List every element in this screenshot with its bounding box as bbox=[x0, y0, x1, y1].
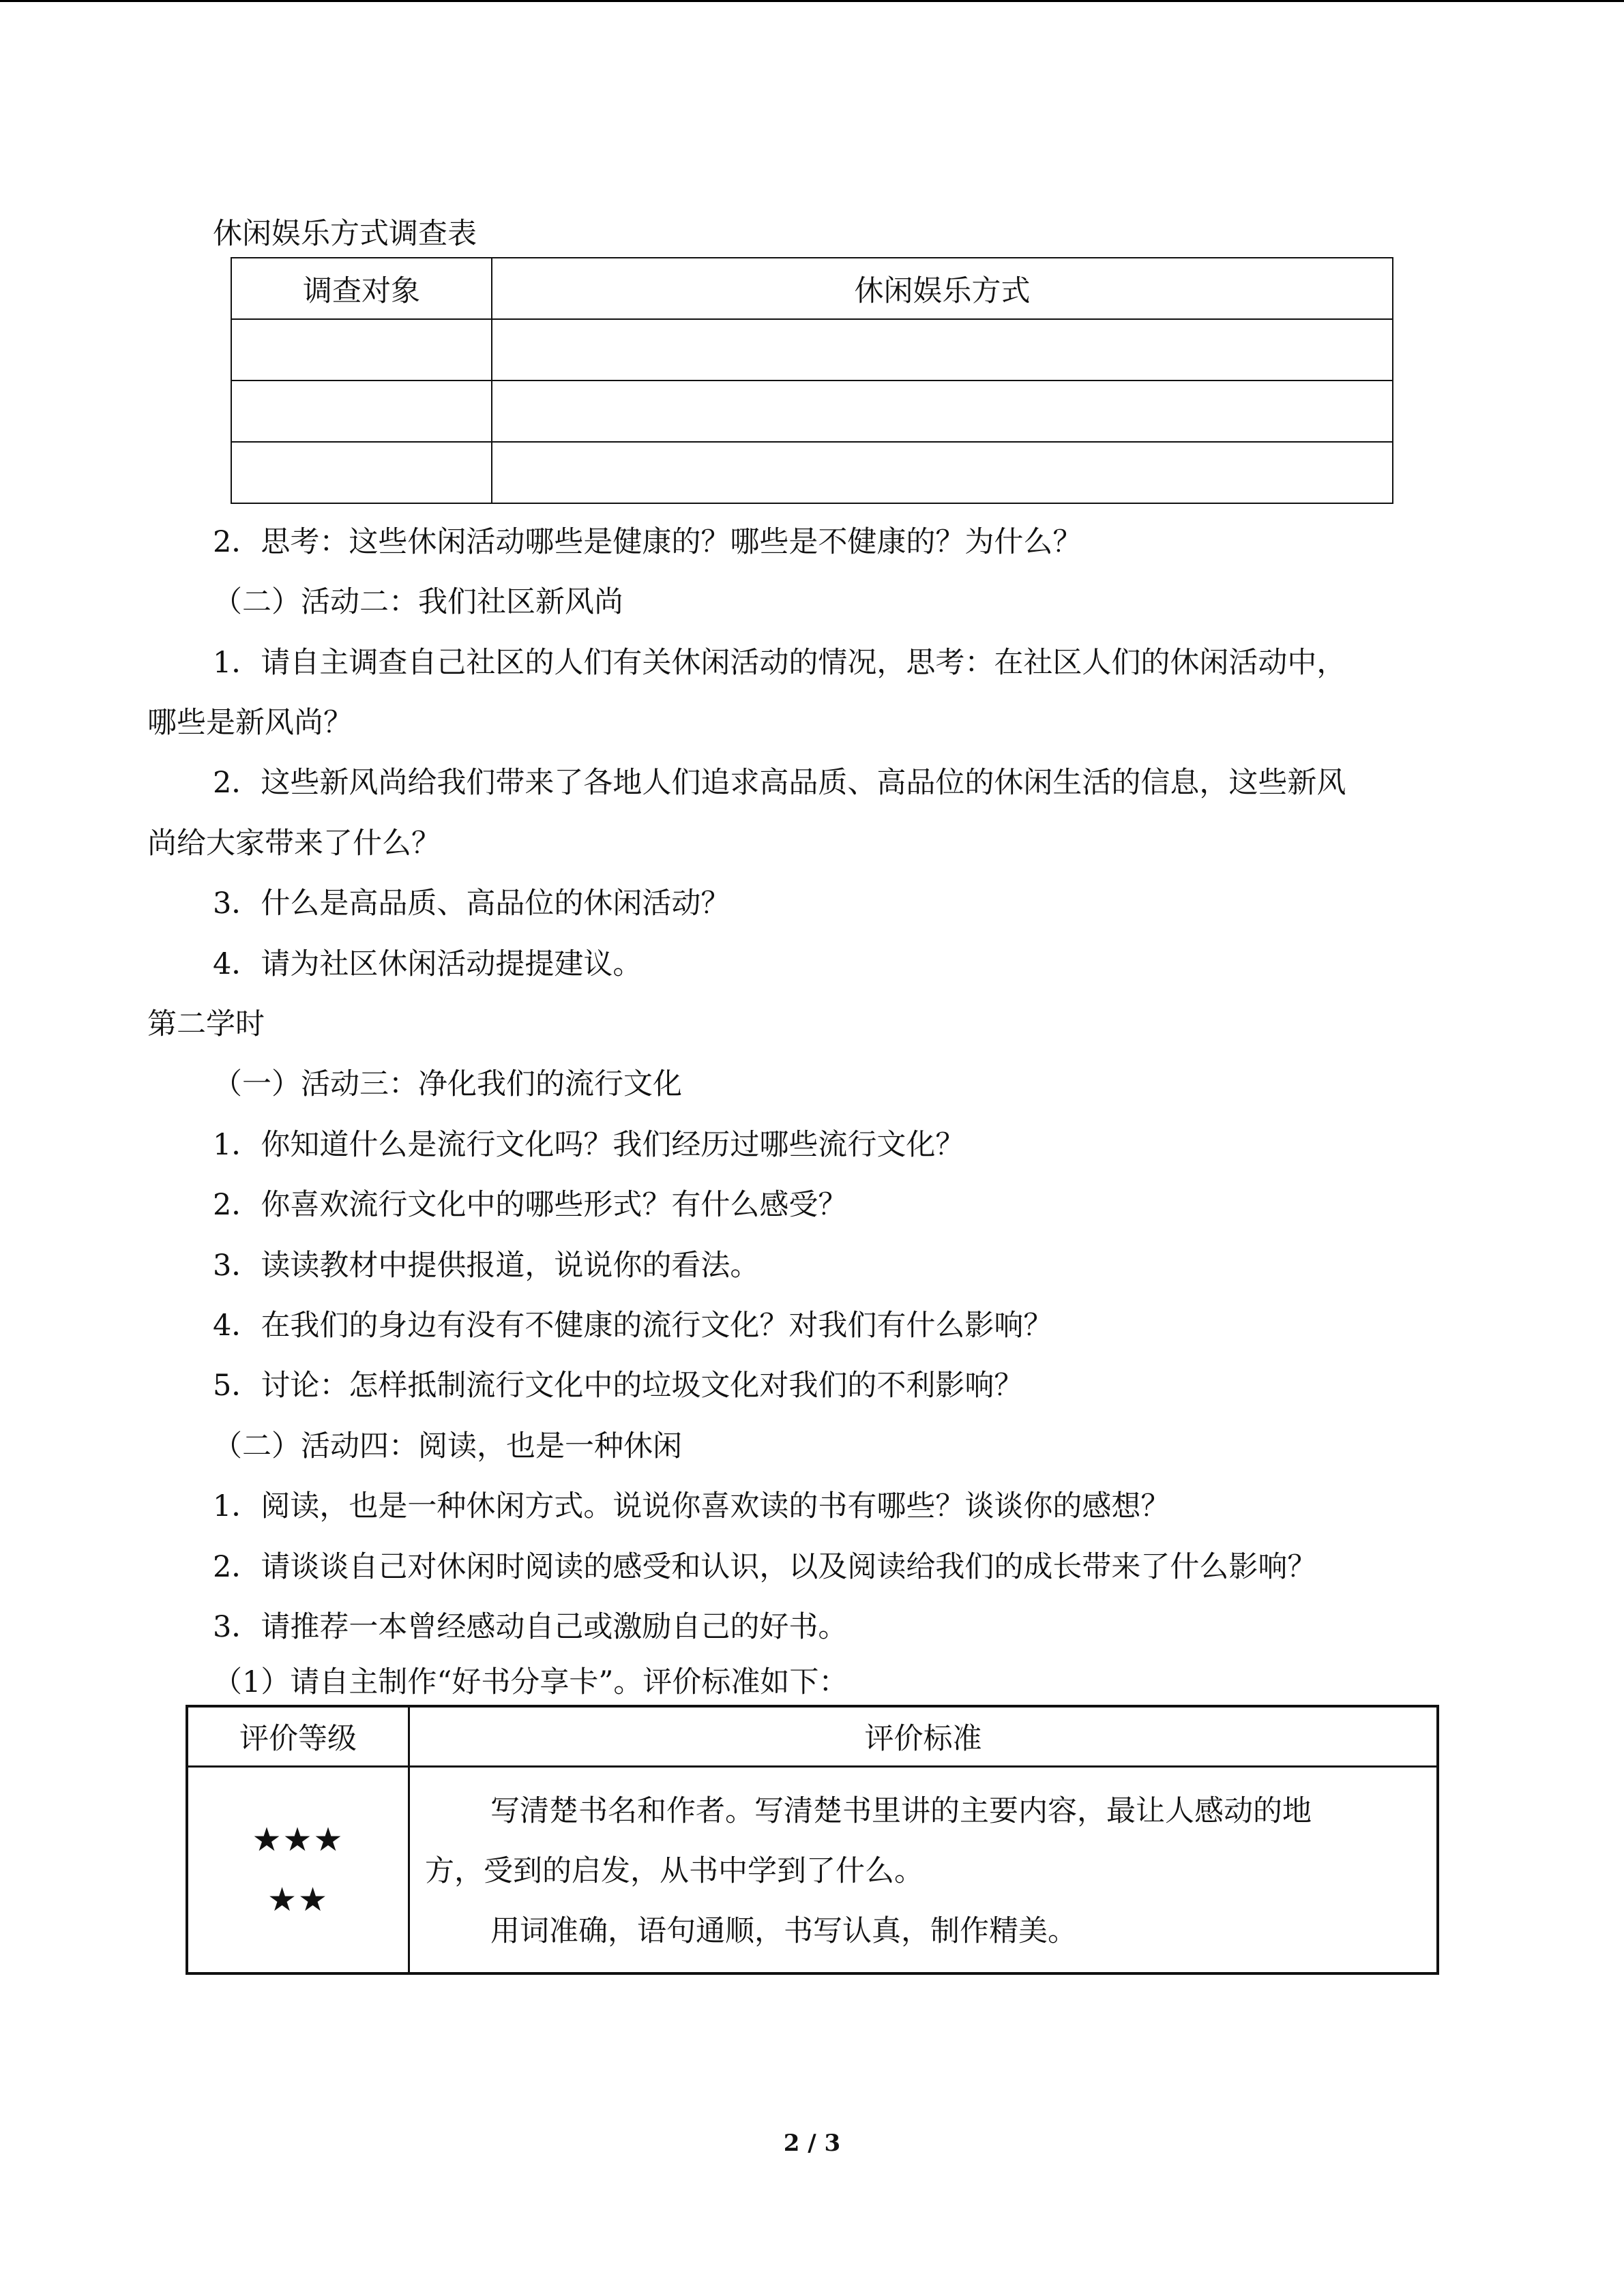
criteria-line: 方，受到的启发，从书中学到了什么。 bbox=[425, 1853, 924, 1888]
lesson-heading: 第二学时 bbox=[147, 1007, 265, 1041]
body-line: 5．讨论：怎样抵制流行文化中的垃圾文化对我们的不利影响？ bbox=[213, 1369, 1024, 1403]
table-cell bbox=[231, 442, 492, 503]
body-line: 4．请为社区休闲活动提提建议。 bbox=[213, 947, 643, 981]
body-line: 1．阅读，也是一种休闲方式。说说你喜欢读的书有哪些？谈谈你的感想？ bbox=[213, 1489, 1170, 1523]
table-row bbox=[187, 1766, 1438, 1973]
body-line: 2．思考：这些休闲活动哪些是健康的？哪些是不健康的？为什么？ bbox=[213, 525, 1082, 559]
table-cell bbox=[492, 442, 1393, 503]
body-line: 哪些是新风尚？ bbox=[147, 706, 353, 740]
rating-table bbox=[186, 1705, 1439, 1975]
body-line: 3．什么是高品质、高品位的休闲活动？ bbox=[213, 886, 730, 921]
body-line: 2．你喜欢流行文化中的哪些形式？有什么感受？ bbox=[213, 1188, 848, 1222]
three-star-rating: ★★★ bbox=[252, 1820, 344, 1859]
body-line: 2．请谈谈自己对休闲时阅读的感受和认识，以及阅读给我们的成长带来了什么影响？ bbox=[213, 1550, 1317, 1584]
body-line: 3．请推荐一本曾经感动自己或激励自己的好书。 bbox=[213, 1610, 848, 1644]
header-rating-level: 评价等级 bbox=[187, 1706, 409, 1766]
body-line: 3．读读教材中提供报道，说说你的看法。 bbox=[213, 1249, 760, 1283]
body-line: 4．在我们的身边有没有不健康的流行文化？对我们有什么影响？ bbox=[213, 1309, 1053, 1343]
survey-table bbox=[231, 257, 1393, 504]
section-heading: （二）活动四：阅读，也是一种休闲 bbox=[213, 1429, 682, 1463]
table-cell bbox=[231, 381, 492, 442]
table-cell bbox=[492, 381, 1393, 442]
criteria-line: 用词准确，语句通顺，书写认真，制作精美。 bbox=[490, 1913, 1077, 1948]
body-line: 尚给大家带来了什么？ bbox=[147, 826, 441, 861]
table-row bbox=[231, 319, 1393, 381]
header-leisure-method: 休闲娱乐方式 bbox=[492, 258, 1393, 319]
section-heading: （一）活动三：净化我们的流行文化 bbox=[213, 1067, 682, 1101]
table-row bbox=[231, 442, 1393, 503]
page-top-border bbox=[0, 0, 1624, 2]
survey-table-caption: 休闲娱乐方式调查表 bbox=[213, 217, 477, 251]
table-header-row bbox=[187, 1706, 1438, 1766]
table-cell bbox=[231, 319, 492, 381]
section-heading: （二）活动二：我们社区新风尚 bbox=[213, 585, 623, 619]
header-survey-subject: 调查对象 bbox=[231, 258, 492, 319]
table-row bbox=[231, 381, 1393, 442]
table-header-row bbox=[231, 258, 1393, 319]
criteria-line: 写清楚书名和作者。写清楚书里讲的主要内容，最让人感动的地 bbox=[490, 1793, 1312, 1828]
body-line: 1．你知道什么是流行文化吗？我们经历过哪些流行文化？ bbox=[213, 1128, 965, 1162]
two-star-rating: ★★ bbox=[267, 1880, 329, 1919]
table-cell bbox=[492, 319, 1393, 381]
rating-criteria-cell bbox=[409, 1766, 1438, 1973]
body-line: 1．请自主调查自己社区的人们有关休闲活动的情况，思考：在社区人们的休闲活动中， bbox=[213, 646, 1346, 680]
body-line: 2．这些新风尚给我们带来了各地人们追求高品质、高品位的休闲生活的信息，这些新风 bbox=[213, 766, 1346, 800]
header-rating-criteria: 评价标准 bbox=[409, 1706, 1438, 1766]
page-number: 2 / 3 bbox=[783, 2130, 841, 2157]
body-line: （1）请自主制作“好书分享卡”。评价标准如下： bbox=[213, 1665, 848, 1699]
rating-stars-cell bbox=[187, 1766, 409, 1973]
